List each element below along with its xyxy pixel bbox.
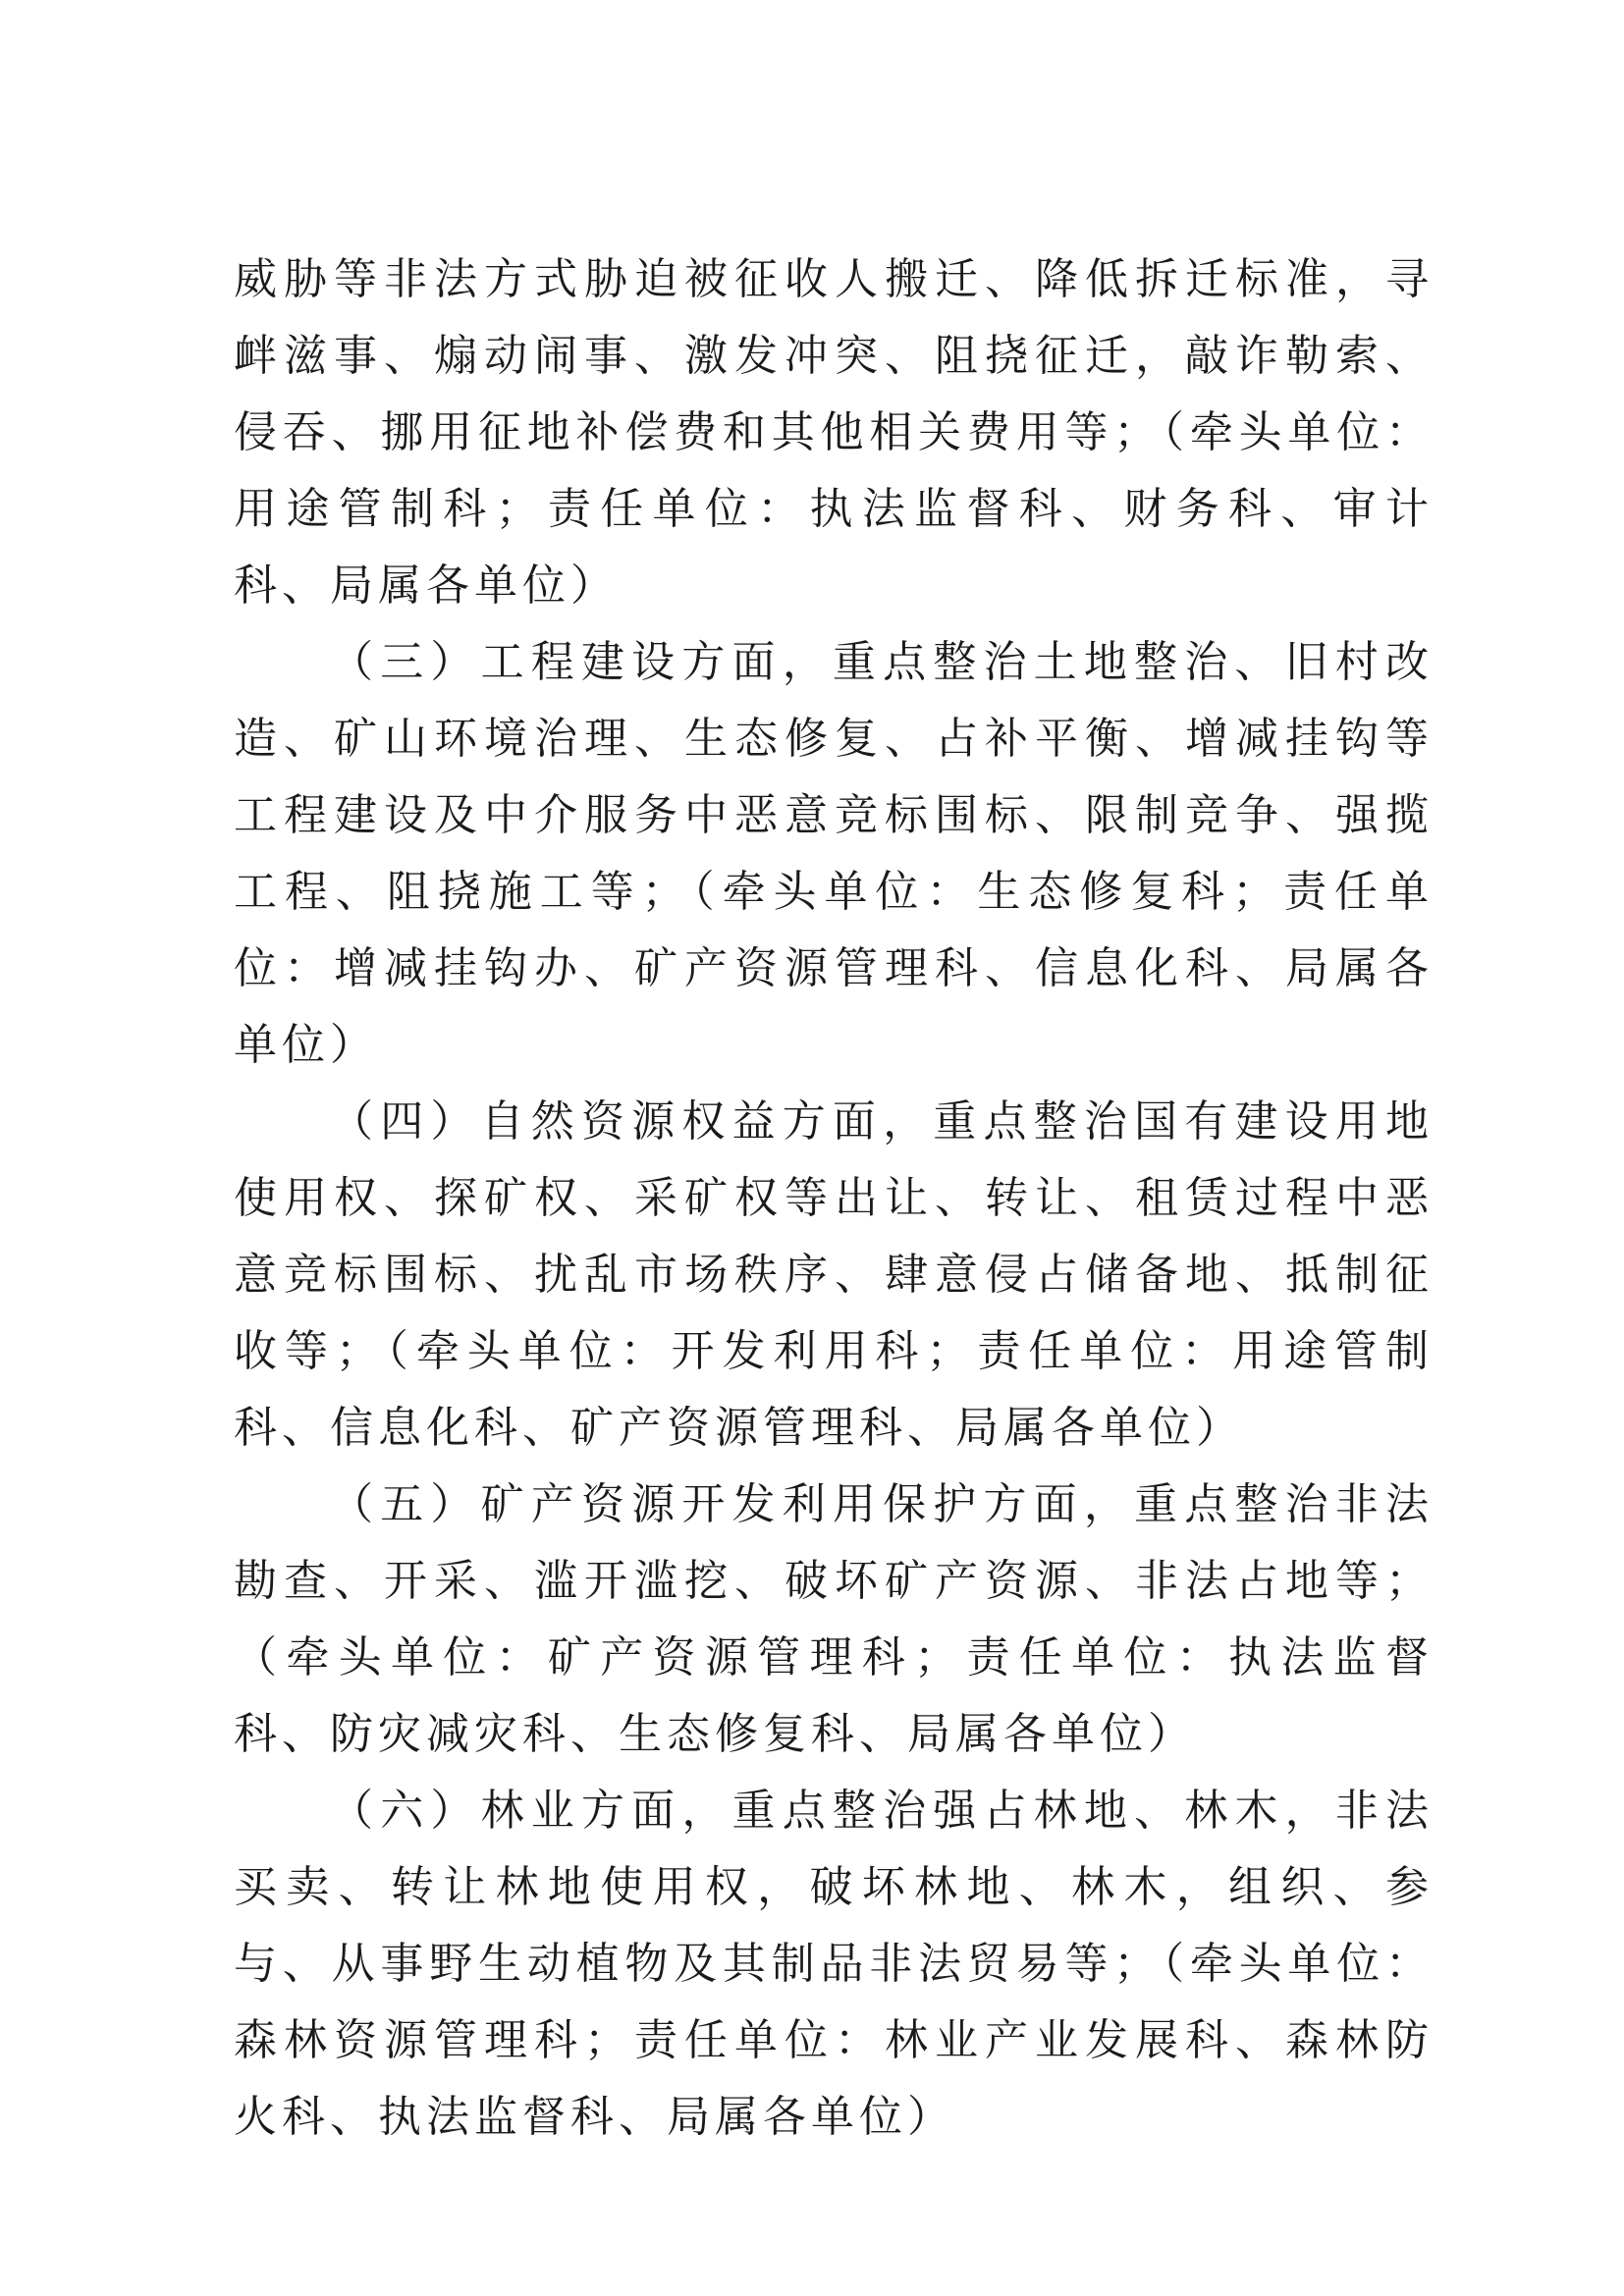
paragraph-forestry: （六）林业方面，重点整治强占林地、林木，非法买卖、转让林地使用权，破坏林地、林木，组织、参与、从事野生动植物及其制品非法贸易等；（牵头单位：森林资源管理科；责任单位：林业产业发展科、森林防火科、执法监督科、局属各单位） bbox=[234, 1786, 1434, 2142]
document-body bbox=[234, 241, 1434, 2156]
paragraph-natural-resource-rights: （四）自然资源权益方面，重点整治国有建设用地使用权、探矿权、采矿权等出让、转让、租赁过程中恶意竞标围标、扰乱市场秩序、肆意侵占储备地、抵制征收等；（牵头单位：开发利用科；责任单位：用途管制科、信息化科、矿产资源管理科、局属各单位） bbox=[234, 1096, 1434, 1453]
paragraph-engineering-construction: （三）工程建设方面，重点整治土地整治、旧村改造、矿山环境治理、生态修复、占补平衡、增减挂钩等工程建设及中介服务中恶意竞标围标、限制竞争、强揽工程、阻挠施工等；（牵头单位：生态修复科；责任单位：增减挂钩办、矿产资源管理科、信息化科、局属各单位） bbox=[234, 637, 1434, 1070]
paragraph-mineral-resources: （五）矿产资源开发利用保护方面，重点整治非法勘查、开采、滥开滥挖、破坏矿产资源、非法占地等；（牵头单位：矿产资源管理科；责任单位：执法监督科、防灾减灾科、生态修复科、局属各单位） bbox=[234, 1479, 1434, 1759]
paragraph-continuation: 威胁等非法方式胁迫被征收人搬迁、降低拆迁标准，寻衅滋事、煽动闹事、激发冲突、阻挠征迁，敲诈勒索、侵吞、挪用征地补偿费和其他相关费用等；（牵头单位：用途管制科；责任单位：执法监督科、财务科、审计科、局属各单位） bbox=[234, 254, 1434, 611]
